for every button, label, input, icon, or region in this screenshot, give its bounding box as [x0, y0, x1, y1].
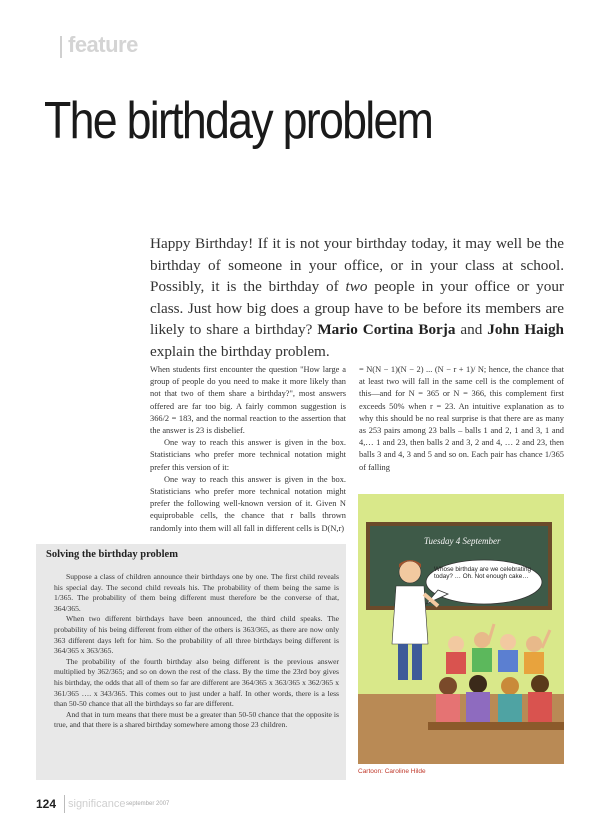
issue-date: september 2007 — [126, 801, 170, 807]
page-footer — [36, 797, 236, 817]
body-column-1 — [150, 364, 346, 535]
desk — [428, 722, 564, 730]
standfirst-text: explain the birthday problem. — [150, 342, 330, 360]
student-body — [436, 694, 460, 724]
board-text: Tuesday 4 September — [424, 536, 501, 546]
student-head-back — [531, 675, 549, 693]
speech-text-wrap — [434, 566, 534, 600]
standfirst — [150, 233, 564, 362]
student-body — [472, 648, 492, 672]
student-body — [498, 650, 518, 672]
student-body — [446, 652, 466, 674]
teacher-leg — [412, 644, 422, 680]
box-paragraph: When two different birthdays have been announced, the third child speaks. The probability of his being different from either of the others is 363/365, as there are now only 363 different days left for him. So the probability of all three birthdays being different is 364/365 x 363/365. — [54, 614, 339, 656]
box-title: Solving the birthday problem — [46, 549, 178, 560]
standfirst-text: people in your office or your class. Just how big does a group have to be before its members are likely to share a birthday? — [150, 278, 564, 338]
author-name: John Haigh — [487, 321, 564, 338]
student-head-back — [469, 675, 487, 693]
student-head-back — [439, 677, 457, 695]
paragraph: One way to reach this answer is given in the box. Statisticians who prefer more technical notation might prefer the following well-known version of it. Given N equiprobable cells, the chance that r balls thrown randomly into them will all fall in different cells is D(N,r) — [150, 474, 346, 533]
section-divider — [60, 36, 62, 58]
magazine-name: significance — [68, 798, 126, 810]
author-name: Mario Cortina Borja — [317, 321, 456, 338]
box-body — [54, 572, 339, 731]
student-body — [528, 692, 552, 724]
speech-text: Whose birthday are we celebrating today? … Oh. Not enough cake… — [434, 566, 531, 581]
footer-divider — [64, 795, 65, 813]
cartoon-caption: Cartoon: Caroline Hilde — [358, 768, 426, 775]
box-paragraph: Suppose a class of children announce their birthdays one by one. The first child reveals his special day. The second child reveals his. The probability of them being the same is 1/365. The probability of them being different must therefore be the converse of that, 364/365. — [54, 572, 339, 613]
standfirst-text: Happy Birthday! If it is not your birthday today, it may well be the birthday of someone in your office, or in your class at school. Possibly, it is the birthday of — [150, 235, 564, 295]
paragraph: When students first encounter the question "How large a group of people do you need to make it more likely than not that two of them share a birthday?", most answers offered are far too big. A fairly common suggestion is 366/2 = 183, and the normal reaction to the assertion that the answer is 23 is disbelief. — [150, 365, 346, 436]
cartoon-illustration — [358, 494, 564, 764]
teacher-leg — [398, 644, 408, 680]
student-body — [466, 692, 490, 724]
paragraph: = N(N − 1)(N − 2) ... (N − r + 1)/ N; hence, the chance that at least two will fall in the same cell is the complement of this—and for N = 365 or N = 366, this complement first exceeds 50% when r = 23. An intuitive explanation as to why this should be no real surprise is that there are as many as 253 pairs among 23 balls – balls 1 and 2, 1 and 3, 1 and 4,… 1 and 23, then balls 2 and 3, 2 and 4, … 2 and 23, then balls 3 and 4, 3 and 5 and so on. Each pair has chance 1/365 of falling — [359, 365, 564, 472]
student-body — [498, 694, 522, 724]
paragraph: One way to reach this answer is given in the box. Statisticians who prefer more technical notation might prefer this version of it: — [150, 438, 346, 472]
standfirst-text: and — [455, 321, 488, 338]
student-head — [448, 636, 464, 652]
student-head — [500, 634, 516, 650]
article-title: The birthday problem — [44, 92, 433, 150]
student-body — [524, 652, 544, 674]
student-head-back — [501, 677, 519, 695]
box-paragraph: The probability of the fourth birthday also being different is the previous answer multiplied by 362/365; and so on down the rest of the class. By the time the 23rd boy gives his birthday, the odds that all of them so far are different are 364/365 x 363/365 x 362/365 x 361/365 …. x 343/365. This comes out to just under a half. In other words, there is a less than 50-50 chance that all the birthdays so far are different. — [54, 656, 339, 709]
body-column-2 — [359, 364, 564, 474]
sidebar-box — [36, 544, 346, 780]
box-paragraph: And that in turn means that there must be a greater than 50-50 chance that the opposite is true, and that there is a shared birthday somewhere among those 23 children. — [54, 709, 339, 730]
section-label-text: feature — [68, 32, 138, 57]
teacher-body — [392, 586, 428, 644]
page-number: 124 — [36, 797, 57, 811]
student-head — [474, 632, 490, 648]
student-head — [526, 636, 542, 652]
standfirst-emphasis: two — [345, 278, 368, 295]
